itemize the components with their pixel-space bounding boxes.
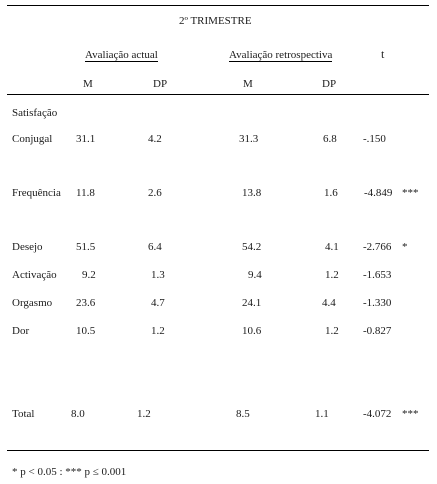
cell-dp-retrospective: 1.2 [325, 269, 339, 281]
cell-t-value: -2.766 [363, 241, 392, 253]
subheader-m-retrospective: M [243, 78, 253, 90]
cell-dp-current: 4.2 [148, 133, 162, 145]
footnote: * p < 0.05 : *** p ≤ 0.001 [12, 466, 127, 478]
cell-t-value: -4.072 [363, 408, 392, 420]
cell-t-value: -.150 [363, 133, 386, 145]
cell-t-value: -4.849 [364, 187, 393, 199]
cell-t-value: -0.827 [363, 325, 392, 337]
cell-m-current: 11.8 [76, 187, 95, 199]
significance-marker: * [402, 241, 408, 253]
cell-dp-current: 6.4 [148, 241, 162, 253]
cell-dp-current: 1.2 [151, 325, 165, 337]
section-label: Satisfação [12, 107, 58, 119]
cell-m-retrospective: 13.8 [242, 187, 262, 199]
cell-m-retrospective: 8.5 [236, 408, 250, 420]
subheader-dp-current: DP [153, 78, 168, 90]
cell-dp-retrospective: 1.1 [315, 408, 329, 420]
cell-dp-current: 1.2 [137, 408, 151, 420]
cell-dp-current: 4.7 [151, 297, 165, 309]
cell-m-retrospective: 9.4 [248, 269, 262, 281]
row-label: Desejo [12, 241, 43, 253]
subheader-dp-retrospective: DP [322, 78, 337, 90]
cell-m-retrospective: 10.6 [242, 325, 262, 337]
row-label: Dor [12, 325, 30, 337]
cell-m-retrospective: 31.3 [239, 133, 259, 145]
cell-m-current: 23.6 [76, 297, 96, 309]
t-header: t [381, 47, 385, 61]
top-rule [7, 5, 429, 6]
header-rule [7, 94, 429, 95]
cell-m-retrospective: 54.2 [242, 241, 262, 253]
row-label-total: Total [12, 408, 35, 420]
cell-m-retrospective: 24.1 [242, 297, 262, 309]
cell-m-current: 9.2 [82, 269, 96, 281]
row-label: Orgasmo [12, 297, 53, 309]
cell-m-current: 10.5 [76, 325, 96, 337]
subheader-m-current: M [83, 78, 93, 90]
significance-marker: *** [402, 187, 419, 199]
cell-t-value: -1.653 [363, 269, 392, 281]
bottom-rule [7, 450, 429, 451]
group-header-retrospective: Avaliação retrospectiva [229, 49, 333, 61]
cell-dp-retrospective: 1.6 [324, 187, 338, 199]
cell-m-current: 51.5 [76, 241, 96, 253]
row-label: Activação [12, 269, 57, 281]
cell-t-value: -1.330 [363, 297, 392, 309]
cell-dp-retrospective: 6.8 [323, 133, 337, 145]
cell-dp-current: 1.3 [151, 269, 165, 281]
cell-m-current: 8.0 [71, 408, 85, 420]
cell-dp-current: 2.6 [148, 187, 162, 199]
row-label: Frequência [12, 187, 61, 199]
cell-m-current: 31.1 [76, 133, 96, 145]
group-header-current: Avaliação actual [85, 49, 158, 61]
cell-dp-retrospective: 1.2 [325, 325, 339, 337]
table-title: 2º TRIMESTRE [179, 15, 252, 27]
cell-dp-retrospective: 4.1 [325, 241, 339, 253]
row-label: Conjugal [12, 133, 53, 145]
cell-dp-retrospective: 4.4 [322, 297, 336, 309]
significance-marker: *** [402, 408, 419, 420]
